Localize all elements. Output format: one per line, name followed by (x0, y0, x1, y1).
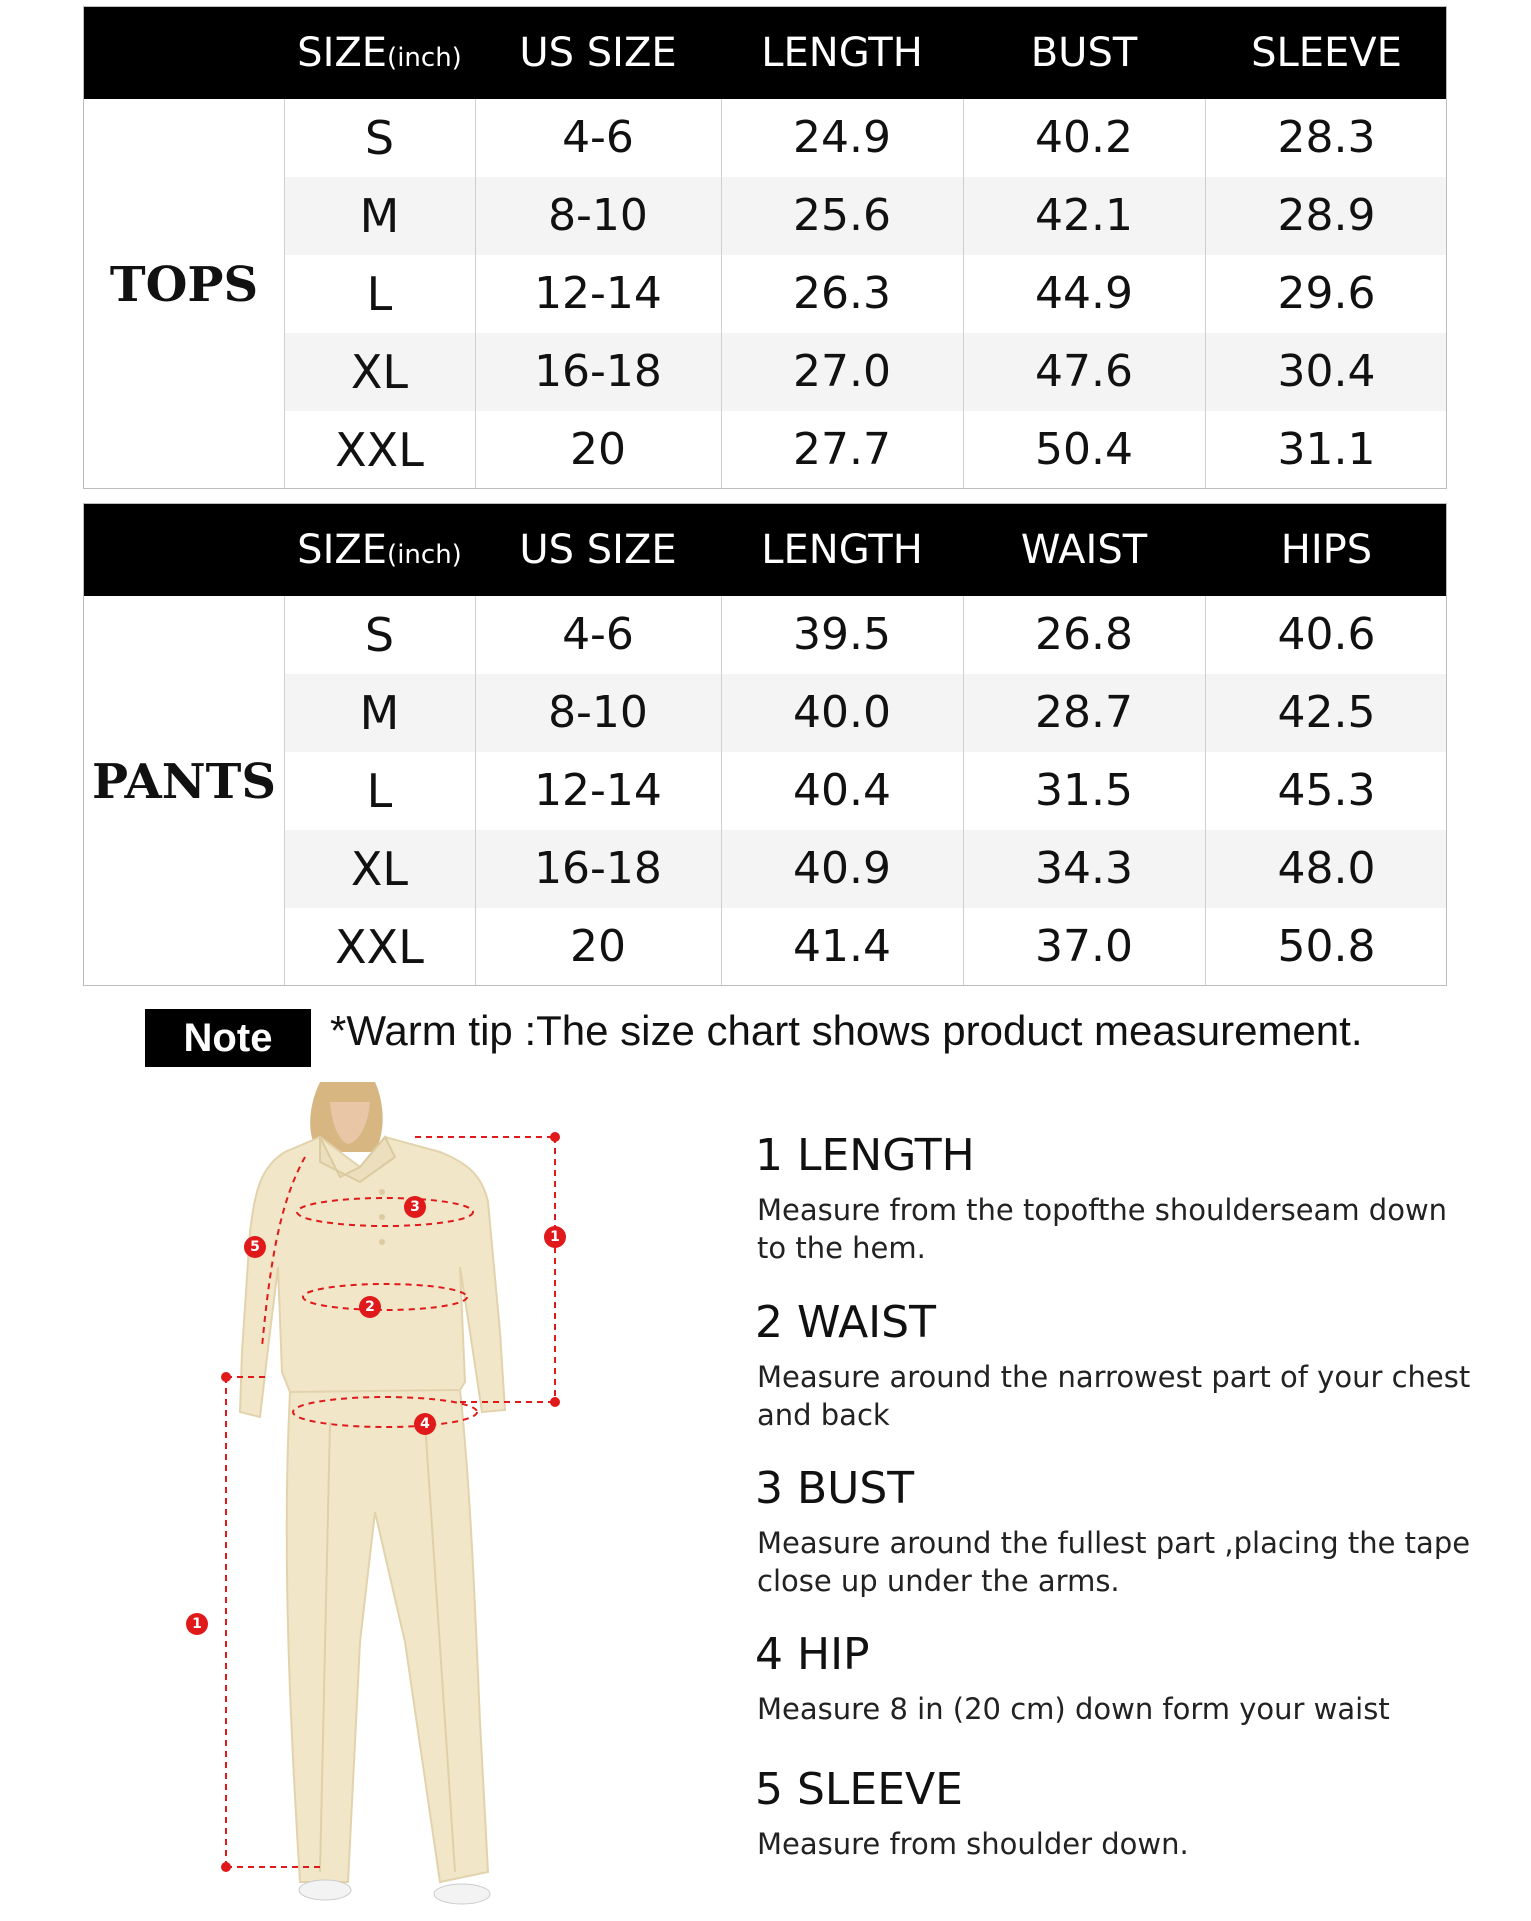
value-cell: 8-10 (548, 687, 648, 738)
value-cell: 40.6 (1277, 609, 1376, 660)
value-cell: 42.1 (1035, 190, 1133, 241)
guide-title: 3 BUST (755, 1463, 915, 1514)
size-cell: L (366, 267, 393, 321)
tops-size-table (83, 6, 1447, 489)
size-cell: M (359, 686, 400, 740)
value-cell: 20 (570, 921, 626, 972)
value-cell: 28.3 (1277, 112, 1376, 163)
value-cell: 42.5 (1277, 687, 1376, 738)
size-cell: S (364, 608, 395, 662)
value-cell: 16-18 (534, 346, 662, 397)
pants-size-table (83, 503, 1447, 986)
header-us-size: US SIZE (519, 527, 677, 573)
guide-title: 4 HIP (755, 1629, 870, 1680)
guide-description: Measure from shoulder down. (757, 1827, 1189, 1861)
size-cell: XL (350, 345, 409, 399)
value-cell: 50.8 (1277, 921, 1376, 972)
pants-header-row (84, 504, 1446, 596)
header-size: SIZE(inch) (297, 30, 462, 76)
value-cell: 50.4 (1035, 424, 1133, 475)
header-us-size: US SIZE (519, 30, 677, 76)
value-cell: 24.9 (793, 112, 891, 163)
header-waist: WAIST (1020, 527, 1148, 573)
header-hips: HIPS (1280, 527, 1373, 573)
value-cell: 39.5 (793, 609, 891, 660)
value-cell: 44.9 (1035, 268, 1133, 319)
header-bust: BUST (1030, 30, 1138, 76)
guide-item (755, 1130, 1495, 1267)
category-label-pants: PANTS (91, 754, 277, 810)
guide-item (755, 1463, 1495, 1600)
value-cell: 28.9 (1277, 190, 1376, 241)
value-cell: 26.3 (793, 268, 891, 319)
value-cell: 26.8 (1035, 609, 1133, 660)
value-cell: 4-6 (562, 609, 634, 660)
value-cell: 31.1 (1277, 424, 1376, 475)
guide-description: Measure around the narrowest part of your chest and back (757, 1360, 1471, 1432)
value-cell: 48.0 (1277, 843, 1376, 894)
measure-marker-1: 1 (544, 1226, 566, 1248)
guide-item (755, 1297, 1495, 1434)
value-cell: 40.2 (1035, 112, 1133, 163)
guide-item (755, 1629, 1495, 1728)
tops-header-row (84, 7, 1446, 99)
size-cell: XXL (335, 423, 424, 477)
measure-marker-6: 1 (186, 1613, 208, 1635)
header-size: SIZE(inch) (297, 527, 462, 573)
measure-marker-5: 5 (244, 1236, 266, 1258)
measurement-figure (170, 1082, 610, 1917)
measure-marker-3: 3 (404, 1196, 426, 1218)
value-cell: 16-18 (534, 843, 662, 894)
value-cell: 20 (570, 424, 626, 475)
value-cell: 40.0 (793, 687, 891, 738)
size-cell: S (364, 111, 395, 165)
value-cell: 27.7 (793, 424, 891, 475)
value-cell: 40.4 (793, 765, 891, 816)
value-cell: 29.6 (1277, 268, 1376, 319)
guide-description: Measure around the fullest part ,placing the tape close up under the arms. (757, 1526, 1471, 1598)
shoe-right (434, 1884, 490, 1904)
header-length: LENGTH (761, 527, 923, 573)
size-cell: M (359, 189, 400, 243)
pants-shape (287, 1390, 488, 1882)
guide-item (755, 1764, 1495, 1863)
note-badge: Note (145, 1009, 311, 1067)
guide-title: 2 WAIST (755, 1297, 936, 1348)
header-sleeve: SLEEVE (1251, 30, 1402, 76)
guide-description: Measure 8 in (20 cm) down form your waist (757, 1692, 1390, 1726)
size-cell: L (366, 764, 393, 818)
guide-title: 5 SLEEVE (755, 1764, 963, 1815)
note-text: *Warm tip :The size chart shows product measurement. (330, 1007, 1363, 1054)
value-cell: 8-10 (548, 190, 648, 241)
shoe-left (299, 1880, 351, 1900)
guide-title: 1 LENGTH (755, 1130, 975, 1181)
value-cell: 34.3 (1035, 843, 1133, 894)
value-cell: 12-14 (534, 268, 662, 319)
value-cell: 41.4 (793, 921, 891, 972)
size-cell: XXL (335, 920, 424, 974)
measure-marker-4: 4 (414, 1413, 436, 1435)
measure-marker-2: 2 (359, 1296, 381, 1318)
header-length: LENGTH (761, 30, 923, 76)
value-cell: 28.7 (1035, 687, 1133, 738)
value-cell: 47.6 (1035, 346, 1133, 397)
value-cell: 27.0 (793, 346, 891, 397)
value-cell: 30.4 (1277, 346, 1376, 397)
model-illustration (170, 1082, 610, 1917)
value-cell: 4-6 (562, 112, 634, 163)
size-cell: XL (350, 842, 409, 896)
value-cell: 12-14 (534, 765, 662, 816)
guide-description: Measure from the topofthe shoulderseam down to the hem. (757, 1193, 1448, 1265)
value-cell: 40.9 (793, 843, 891, 894)
category-label-tops: TOPS (109, 257, 259, 313)
value-cell: 31.5 (1035, 765, 1133, 816)
sweater-shape (240, 1137, 505, 1417)
value-cell: 45.3 (1277, 765, 1376, 816)
value-cell: 25.6 (793, 190, 891, 241)
value-cell: 37.0 (1035, 921, 1133, 972)
